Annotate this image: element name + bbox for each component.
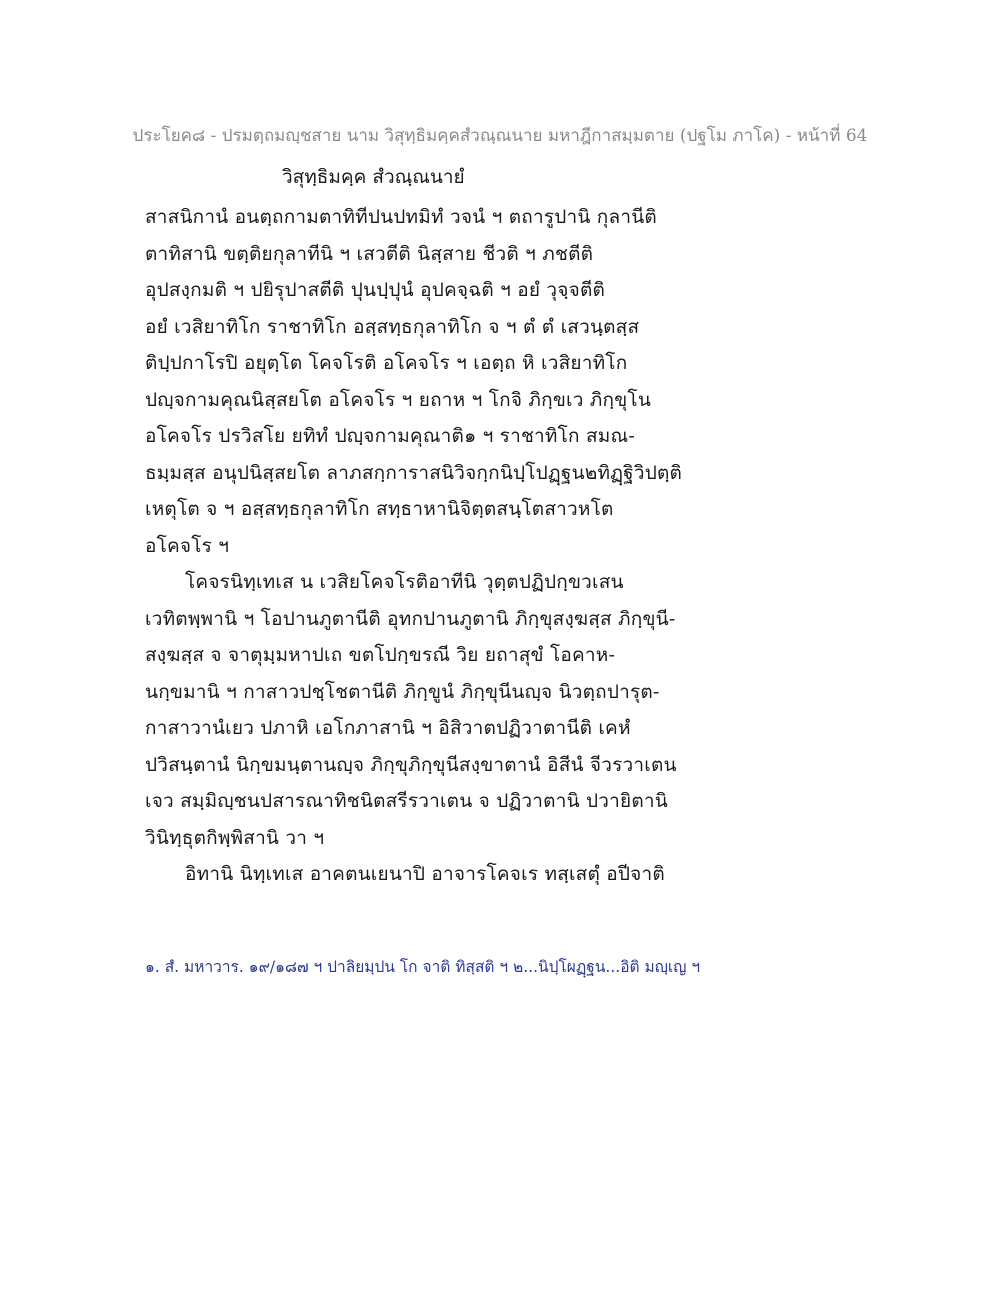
text-line: ปญฺจกามคุณนิสฺสยโต อโคจโร ฯ ยถาห ฯ โกจิ ภิกฺขเว ภิกฺขุโน xyxy=(145,388,652,411)
text-line: อุปสงฺกมติ ฯ ปยิรุปาสตีติ ปุนปฺปุนํ อุปคจฺฉติ ฯ อยํ วุจฺจตีติ xyxy=(145,279,606,301)
footnote: ๑. สํ. มหาวาร. ๑๙/๑๘๗ ฯ ปาลิยมฺปน โก จาติ ทิสฺสติ ฯ ๒...นิปฺโผฏฺฐน...อิติ มญฺเญ ฯ xyxy=(145,958,701,976)
text-line: นกฺขมานิ ฯ กาสาวปชฺโชตานีติ ภิกฺขูนํ ภิกฺขุนีนญฺจ นิวตฺถปารุต- xyxy=(145,680,660,703)
text-line: กาสาวานํเยว ปภาหิ เอโกภาสานิ ฯ อิสิวาตปฏิวาตานีติ เคหํ xyxy=(145,717,631,739)
text-line: ติปฺปกาโรปิ อยุตฺโต โคจโรติ อโคจโร ฯ เอตฺถ หิ เวสิยาทิโก xyxy=(145,352,628,374)
text-line: ธมฺมสฺส อนุปนิสฺสยโต ลาภสกฺการาสนิวิจกฺกนิปฺโปฏฺฐน๒ทิฏฺฐิวิปตฺติ xyxy=(145,461,683,484)
text-line: วินิทฺธุตกิพฺพิสานิ วา ฯ xyxy=(145,826,325,849)
text-line: สาสนิกานํ อนตฺถกามตาทิทีปนปทมิทํ วจนํ ฯ ตถารูปานิ กุลานีติ xyxy=(145,206,657,228)
text-line: สงฺฆสฺส จ จาตุมฺมหาปเถ ขตโปกฺขรณี วิย ยถาสุขํ โอคาห- xyxy=(145,644,616,666)
paragraph-start-line: อิทานิ นิทฺเทเส อาคตนเยนาปิ อาจารโคจเร ทสฺเสตุํ อปีจาติ xyxy=(185,863,665,885)
text-line: เหตุโต จ ฯ อสฺสทฺธกุลาทิโก สทฺธาหานิจิตฺตสนฺโตสาวหโต xyxy=(145,498,614,520)
text-line: เจว สมฺมิญฺชนปสารณาทิชนิตสรีรวาเตน จ ปฏิวาตานิ ปวายิตานิ xyxy=(145,790,668,812)
paragraph-start-line: โคจรนิทฺเทเส น เวสิยโคจโรติอาทีนิ วุตฺตปฏิปกฺขวเสน xyxy=(185,571,624,593)
text-line: อโคจโร ปรวิสโย ยทิทํ ปญฺจกามคุณาติ๑ ฯ ราชาทิโก สมณ- xyxy=(145,425,635,447)
text-line: เวทิตพฺพานิ ฯ โอปานภูตานีติ อุทกปานภูตานิ ภิกฺขุสงฺฆสฺส ภิกฺขุนี- xyxy=(145,607,676,630)
body-text xyxy=(145,199,682,893)
section-heading: วิสุทฺธิมคฺค สํวณฺณนายํ xyxy=(282,166,465,188)
text-line: อโคจโร ฯ xyxy=(145,534,230,557)
text-line: ตาทิสานิ ขตฺติยกุลาทีนิ ฯ เสวตีติ นิสฺสาย ชีวติ ฯ ภชตีติ xyxy=(145,242,594,265)
text-line: ปวิสนฺตานํ นิกฺขมนฺตานญฺจ ภิกฺขุภิกฺขุนีสงฺขาตานํ อิสีนํ จีวรวาเตน xyxy=(145,753,677,776)
text-line: อยํ เวสิยาทิโก ราชาทิโก อสฺสทฺธกุลาทิโก จ ฯ ตํ ตํ เสวนฺตสฺส xyxy=(145,315,640,338)
running-header: ประโยค๘ - ปรมตฺถมญฺชสาย นาม วิสุทฺธิมคฺคสํวณฺณนาย มหาฎีกาสมฺมตาย (ปฐโม ภาโค) - หน้าที่ 64 xyxy=(132,126,868,146)
